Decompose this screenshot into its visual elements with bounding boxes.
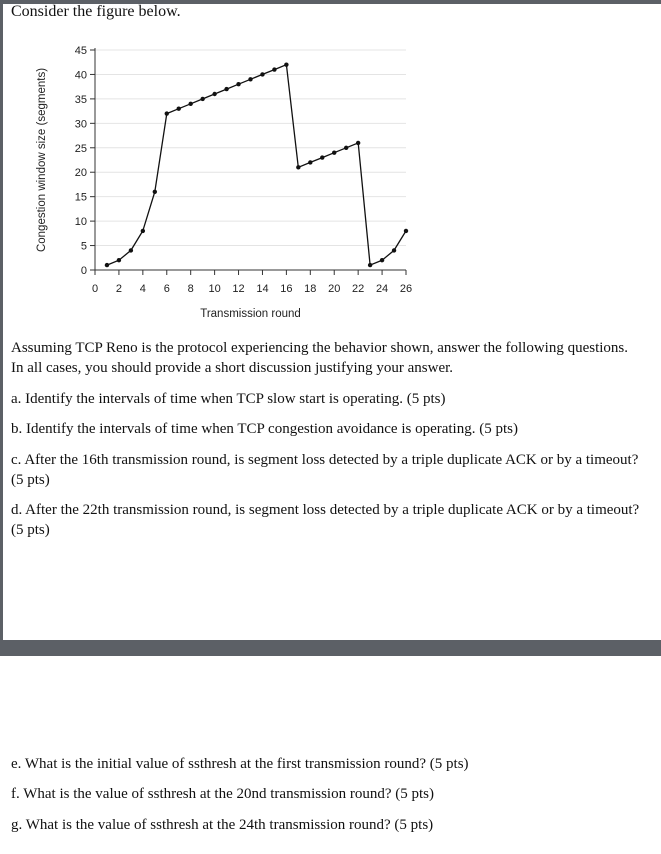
y-tick-label: 30 <box>74 118 87 131</box>
question-a: a. Identify the intervals of time when TCP slow start is operating. (5 pts) <box>11 391 446 407</box>
x-tick-label: 16 <box>280 283 293 295</box>
cwnd-point <box>117 258 121 262</box>
cwnd-point <box>165 111 169 115</box>
x-tick-label: 18 <box>304 283 317 295</box>
x-tick-label: 6 <box>163 283 170 295</box>
cwnd-point <box>272 67 276 71</box>
section-divider <box>0 640 661 656</box>
cwnd-point <box>177 106 181 110</box>
question-b: b. Identify the intervals of time when TCP congestion avoidance is operating. (5 pts) <box>11 421 518 437</box>
cwnd-point <box>105 263 109 267</box>
cwnd-chart <box>0 36 430 326</box>
y-tick-label: 45 <box>74 45 87 57</box>
question-g: g. What is the value of ssthresh at the 24th transmission round? (5 pts) <box>11 817 434 833</box>
x-tick-label: 24 <box>375 283 389 295</box>
y-tick-label: 25 <box>74 142 87 155</box>
x-tick-label: 12 <box>232 283 245 295</box>
x-tick-label: 22 <box>352 283 365 295</box>
y-tick-label: 40 <box>74 69 87 82</box>
cwnd-point <box>188 102 192 106</box>
cwnd-point <box>236 82 240 86</box>
x-tick-label: 8 <box>187 283 194 295</box>
cwnd-point <box>308 160 312 164</box>
question-intro: Assuming TCP Reno is the protocol experiencing the behavior shown, answer the following questions. In all cases, you should provide a short discussion justifying your answer. <box>11 340 628 376</box>
cwnd-line <box>107 65 406 265</box>
cwnd-point <box>404 229 408 233</box>
question-e: e. What is the initial value of ssthresh at the first transmission round? (5 pts) <box>11 756 469 772</box>
cwnd-point <box>141 229 145 233</box>
question-c: c. After the 16th transmission round, is segment loss detected by a triple duplicate ACK or by a timeout? (5 pts) <box>11 452 639 488</box>
cwnd-point <box>368 263 372 267</box>
cwnd-point <box>200 97 204 101</box>
cwnd-point <box>356 141 360 145</box>
question-d: d. After the 22th transmission round, is segment loss detected by a triple duplicate ACK or by a timeout? (5 pts) <box>11 502 640 538</box>
y-tick-label: 35 <box>74 93 87 106</box>
cwnd-point <box>392 248 396 252</box>
question-f: f. What is the value of ssthresh at the 20nd transmission round? (5 pts) <box>11 786 434 802</box>
cwnd-point <box>212 92 216 96</box>
y-axis-label: Congestion window size (segments) <box>36 67 48 253</box>
cwnd-point <box>284 62 288 66</box>
x-tick-label: 4 <box>139 283 146 295</box>
x-tick-label: 0 <box>91 283 99 295</box>
x-tick-label: 20 <box>328 283 341 295</box>
cwnd-point <box>153 190 157 194</box>
x-tick-label: 10 <box>208 283 221 295</box>
cwnd-point <box>260 72 264 76</box>
intro-text: Consider the figure below. <box>11 3 181 20</box>
x-tick-label: 2 <box>115 283 122 295</box>
cwnd-point <box>296 165 300 169</box>
y-tick-label: 10 <box>74 216 87 229</box>
x-axis-label: Transmission round <box>200 308 301 320</box>
cwnd-point <box>320 155 324 159</box>
y-tick-label: 15 <box>74 191 87 204</box>
cwnd-point <box>129 248 133 252</box>
x-tick-label: 14 <box>256 283 269 295</box>
cwnd-point <box>380 258 384 262</box>
y-tick-label: 0 <box>80 265 87 277</box>
x-tick-label: 26 <box>399 283 413 295</box>
cwnd-point <box>224 87 228 91</box>
y-tick-label: 20 <box>74 167 87 180</box>
cwnd-point <box>332 150 336 154</box>
cwnd-point <box>344 146 348 150</box>
y-tick-label: 5 <box>80 240 87 253</box>
cwnd-point <box>248 77 252 81</box>
